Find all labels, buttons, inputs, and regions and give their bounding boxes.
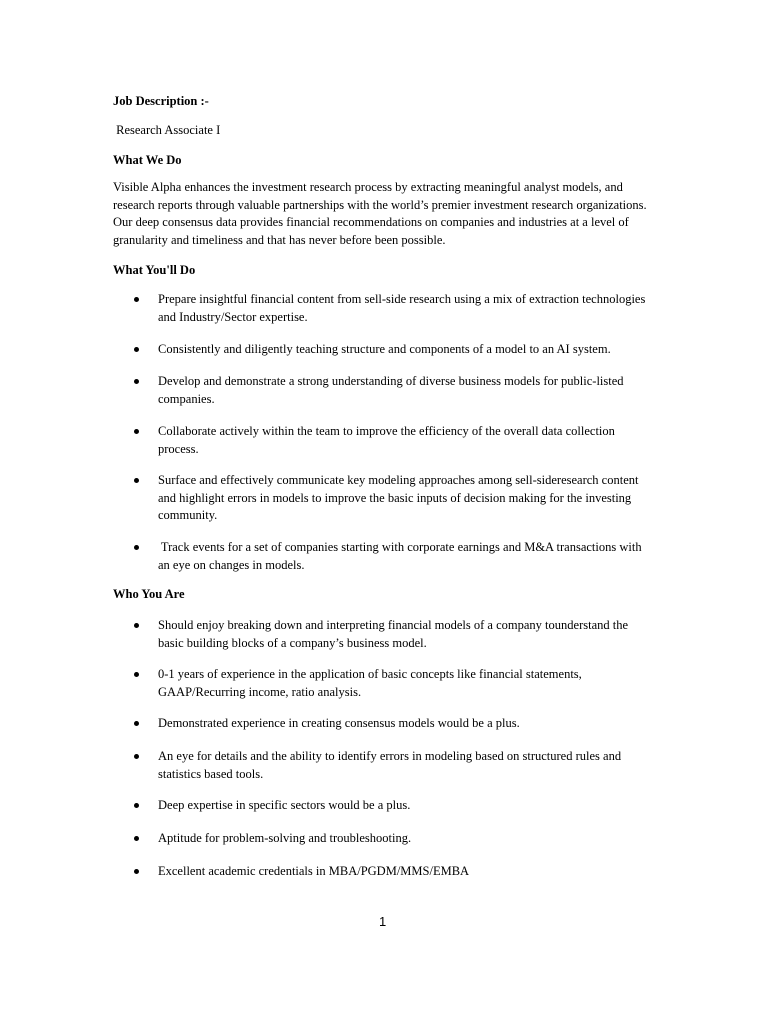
paragraph-line: granularity and timeliness and that has never before been possible. bbox=[113, 232, 446, 247]
list-item-line: Should enjoy breaking down and interpreting financial models of a company tounderstand the bbox=[158, 618, 629, 632]
list-item-line: Track events for a set of companies starting with corporate earnings and M&A transactions with bbox=[158, 540, 642, 554]
paragraph-line: research reports through valuable partnerships with the world’s premier investment research organizations. bbox=[113, 197, 647, 212]
list-item-line: community. bbox=[158, 508, 218, 522]
paragraph-line: Visible Alpha enhances the investment research process by extracting meaningful analyst models, and bbox=[113, 180, 623, 194]
list-item-line: An eye for details and the ability to identify errors in modeling based on structured rules and bbox=[158, 749, 622, 763]
list-item-line: Prepare insightful financial content from sell-side research using a mix of extraction technologies bbox=[158, 292, 646, 306]
list-item-line: Consistently and diligently teaching structure and components of a model to an AI system. bbox=[158, 342, 611, 356]
list-item-line: and Industry/Sector expertise. bbox=[158, 309, 308, 324]
list-item-line: an eye on changes in models. bbox=[158, 557, 305, 572]
what-youll-do-heading: What You'll Do bbox=[113, 263, 196, 277]
list-item-line: and highlight errors in models to improve the basic inputs of decision making for the investing bbox=[158, 490, 632, 505]
list-item-line: Surface and effectively communicate key modeling approaches among sell-sideresearch content bbox=[158, 473, 639, 487]
paragraph-line: Our deep consensus data provides financial recommendations on companies and industries at a level of bbox=[113, 215, 629, 229]
job-description-heading: Job Description :- bbox=[113, 94, 209, 108]
list-item-line: companies. bbox=[158, 391, 215, 406]
page-number: 1 bbox=[379, 914, 387, 929]
list-item-line: Collaborate actively within the team to improve the efficiency of the overall data collection bbox=[158, 424, 615, 438]
list-item-line: statistics based tools. bbox=[158, 766, 264, 781]
role-title: Research Associate I bbox=[113, 123, 221, 137]
what-we-do-heading: What We Do bbox=[113, 153, 182, 167]
list-item-line: Excellent academic credentials in MBA/PGDM/MMS/EMBA bbox=[158, 864, 470, 878]
who-you-are-heading: Who You Are bbox=[113, 587, 185, 601]
list-item-line: Develop and demonstrate a strong understanding of diverse business models for public-listed bbox=[158, 374, 624, 388]
list-item-line: 0-1 years of experience in the application of basic concepts like financial statements, bbox=[158, 667, 582, 681]
list-item-line: Demonstrated experience in creating consensus models would be a plus. bbox=[158, 716, 520, 730]
what-we-do-paragraph bbox=[113, 179, 647, 249]
list-item-line: basic building blocks of a company’s business model. bbox=[158, 635, 427, 650]
list-item-line: process. bbox=[158, 441, 199, 456]
list-item-line: GAAP/Recurring income, ratio analysis. bbox=[158, 684, 362, 699]
list-item-line: Aptitude for problem-solving and troubleshooting. bbox=[158, 831, 412, 845]
list-item-line: Deep expertise in specific sectors would be a plus. bbox=[158, 798, 411, 812]
